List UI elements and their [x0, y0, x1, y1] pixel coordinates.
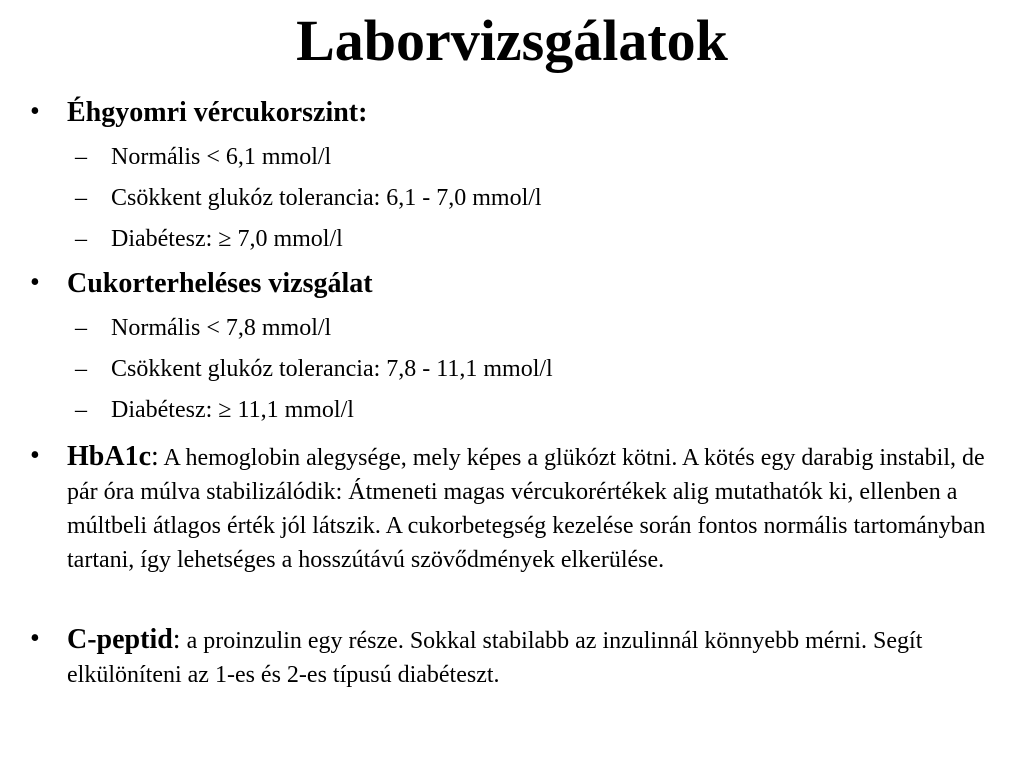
definition-text: a proinzulin egy része. Sokkal stabilabb az inzulinnál könnyebb mérni. Segít elkülöníteni az 1-es és 2-es típusú diabéteszt. — [67, 628, 923, 688]
sub-item — [75, 354, 553, 384]
sub-item-text: Diabétesz: ≥ 7,0 mmol/l — [111, 226, 343, 252]
definition-paragraph — [67, 623, 1005, 692]
bullet-dot: • — [30, 440, 40, 471]
sub-item-text: Diabétesz: ≥ 11,1 mmol/l — [111, 397, 354, 423]
definition-text: A hemoglobin alegysége, mely képes a glükózt kötni. A kötés egy darabig instabil, de pár óra múlva stabilizálódik: Átmeneti magas vércukorértékek alig mutathatók ki, ellenben a múltbeli átlagos érték jól látszik. A cukorbetegség kezelése során fontos normális tartományban tartani, így lehetséges a hosszútávú szövődmények elkerülése. — [67, 445, 986, 573]
sub-item — [75, 183, 542, 213]
bullet-dot: • — [30, 623, 40, 654]
sub-item-text: Csökkent glukóz tolerancia: 6,1 - 7,0 mmol/l — [111, 185, 542, 211]
sub-item — [75, 313, 331, 343]
sub-item-text: Normális < 6,1 mmol/l — [111, 144, 332, 170]
sub-item-text: Csökkent glukóz tolerancia: 7,8 - 11,1 mmol/l — [111, 356, 553, 382]
section-heading: Cukorterheléses vizsgálat — [67, 268, 373, 299]
sub-item — [75, 142, 331, 172]
definition-term: HbA1c — [67, 441, 151, 472]
sub-item-text: Normális < 7,8 mmol/l — [111, 315, 332, 341]
definition-colon: : — [172, 624, 181, 655]
dash-marker: – — [75, 315, 87, 341]
dash-marker: – — [75, 226, 87, 252]
definition-paragraph — [67, 440, 1005, 577]
definition-term: C-peptid — [67, 624, 173, 655]
dash-marker: – — [75, 397, 87, 423]
bullet-dot: • — [30, 96, 40, 127]
sub-item — [75, 224, 343, 254]
dash-marker: – — [75, 356, 87, 382]
slide-title: Laborvizsgálatok — [296, 8, 728, 73]
bullet-dot: • — [30, 267, 40, 298]
dash-marker: – — [75, 144, 87, 170]
dash-marker: – — [75, 185, 87, 211]
definition-colon: : — [151, 441, 159, 472]
section-heading: Éhgyomri vércukorszint: — [67, 97, 368, 128]
sub-item — [75, 395, 354, 425]
